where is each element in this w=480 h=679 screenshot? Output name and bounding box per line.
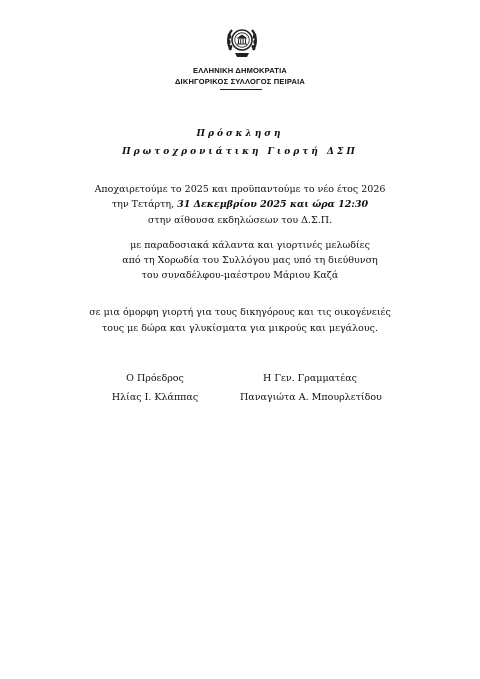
body-line-2-prefix: την Τετάρτη, bbox=[111, 199, 178, 210]
secretary-name: Παναγιώτα Α. Μπουρλετίδου bbox=[240, 392, 382, 403]
event-datetime: 31 Δεκεμβρίου 2025 και ώρα 12:30 bbox=[177, 199, 369, 210]
body-line-5: από τη Χορωδία του Συλλόγου μας υπό τη διεύθυνση bbox=[122, 255, 378, 266]
invitation-title: Πρόσκληση bbox=[196, 129, 284, 139]
body-line-6: του συναδέλφου-μαέστρου Μάριου Καζά bbox=[141, 270, 339, 281]
body-line-1: Αποχαιρετούμε το 2025 και προϋπαντούμε το νέο έτος 2026 bbox=[94, 184, 386, 195]
body-line-2 bbox=[0, 199, 480, 210]
header-divider bbox=[220, 89, 262, 90]
secretary-role: Η Γεν. Γραμματέας bbox=[263, 373, 357, 384]
header-association: ΔΙΚΗΓΟΡΙΚΟΣ ΣΥΛΛΟΓΟΣ ΠΕΙΡΑΙΑ bbox=[174, 77, 306, 86]
event-title: Πρωτοχρονιάτικη Γιορτή ΔΣΠ bbox=[122, 147, 358, 157]
body-line-4: με παραδοσιακά κάλαντα και γιορτινές μελωδίες bbox=[130, 240, 370, 251]
bar-association-emblem-icon bbox=[225, 24, 259, 60]
header-country: ΕΛΛΗΝΙΚΗ ΔΗΜΟΚΡΑΤΙΑ bbox=[193, 66, 287, 75]
body-line-3: στην αίθουσα εκδηλώσεων του Δ.Σ.Π. bbox=[147, 215, 333, 226]
body-line-8: τους με δώρα και γλυκίσματα για μικρούς και μεγάλους. bbox=[102, 323, 378, 334]
president-role: Ο Πρόεδρος bbox=[126, 373, 184, 384]
president-name: Ηλίας Ι. Κλάππας bbox=[111, 392, 199, 403]
body-line-7: σε μια όμορφη γιορτή για τους δικηγόρους και τις οικογένειές bbox=[89, 307, 391, 318]
